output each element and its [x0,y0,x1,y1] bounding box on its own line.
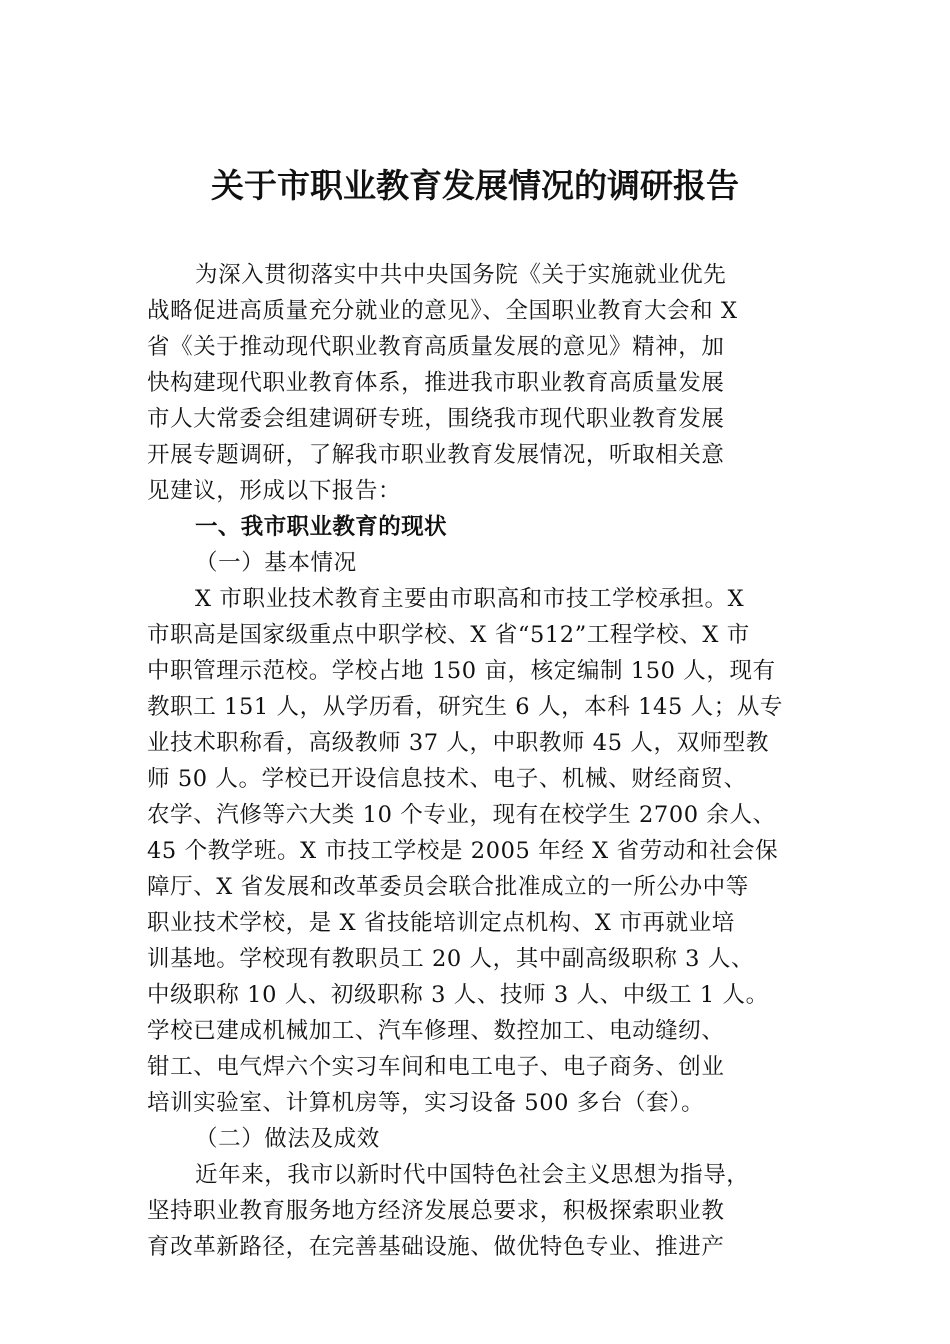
subsection-heading: （二）做法及成效 [195,1126,380,1152]
paragraph-line: 市人大常委会组建调研专班，围绕我市现代职业教育发展 [147,406,725,432]
paragraph-line: 钳工、电气焊六个实习车间和电工电子、电子商务、创业 [147,1054,725,1080]
paragraph-line: 开展专题调研，了解我市职业教育发展情况，听取相关意 [147,442,725,468]
paragraph-line: 业技术职称看，高级教师 37 人，中职教师 45 人，双师型教 [147,730,769,756]
paragraph-line: 快构建现代职业教育体系，推进我市职业教育高质量发展 [147,370,725,396]
subsection-heading: （一）基本情况 [195,550,357,576]
paragraph-line: 中级职称 10 人、初级职称 3 人、技师 3 人、中级工 1 人。 [147,982,769,1008]
paragraph-line: 战略促进高质量充分就业的意见》、全国职业教育大会和 X [147,298,738,324]
paragraph-line: 近年来，我市以新时代中国特色社会主义思想为指导， [195,1162,750,1188]
paragraph-line: 教职工 151 人，从学历看，研究生 6 人，本科 145 人；从专 [147,694,784,720]
paragraph-line: 农学、汽修等六大类 10 个专业，现有在校学生 2700 余人、 [147,802,776,828]
paragraph-line: 45 个教学班。X 市技工学校是 2005 年经 X 省劳动和社会保 [147,838,779,864]
paragraph-line: 为深入贯彻落实中共中央国务院《关于实施就业优先 [195,262,727,288]
document-body [147,257,807,1265]
document-title: 关于市职业教育发展情况的调研报告 [211,166,739,205]
paragraph-line: 培训实验室、计算机房等，实习设备 500 多台（套）。 [147,1090,705,1116]
paragraph-line: 市职高是国家级重点中职学校、X 省“512”工程学校、X 市 [147,622,750,648]
paragraph-line: 育改革新路径，在完善基础设施、做优特色专业、推进产 [147,1234,725,1260]
paragraph-line: 障厅、X 省发展和改革委员会联合批准成立的一所公办中等 [147,874,749,900]
paragraph-line: 职业技术学校，是 X 省技能培训定点机构、X 市再就业培 [147,910,735,936]
paragraph-line: 坚持职业教育服务地方经济发展总要求，积极探索职业教 [147,1198,725,1224]
paragraph-line: 训基地。学校现有教职员工 20 人，其中副高级职称 3 人、 [147,946,755,972]
paragraph-line: 省《关于推动现代职业教育高质量发展的意见》精神，加 [147,334,725,360]
paragraph-line: 学校已建成机械加工、汽车修理、数控加工、电动缝纫、 [147,1018,725,1044]
paragraph-line: 师 50 人。学校已开设信息技术、电子、机械、财经商贸、 [147,766,747,792]
paragraph-line: X 市职业技术教育主要由市职高和市技工学校承担。X [195,586,745,612]
section-heading: 一、我市职业教育的现状 [195,514,447,540]
paragraph-line: 见建议，形成以下报告： [147,478,402,504]
paragraph-line: 中职管理示范校。学校占地 150 亩，核定编制 150 人，现有 [147,658,776,684]
